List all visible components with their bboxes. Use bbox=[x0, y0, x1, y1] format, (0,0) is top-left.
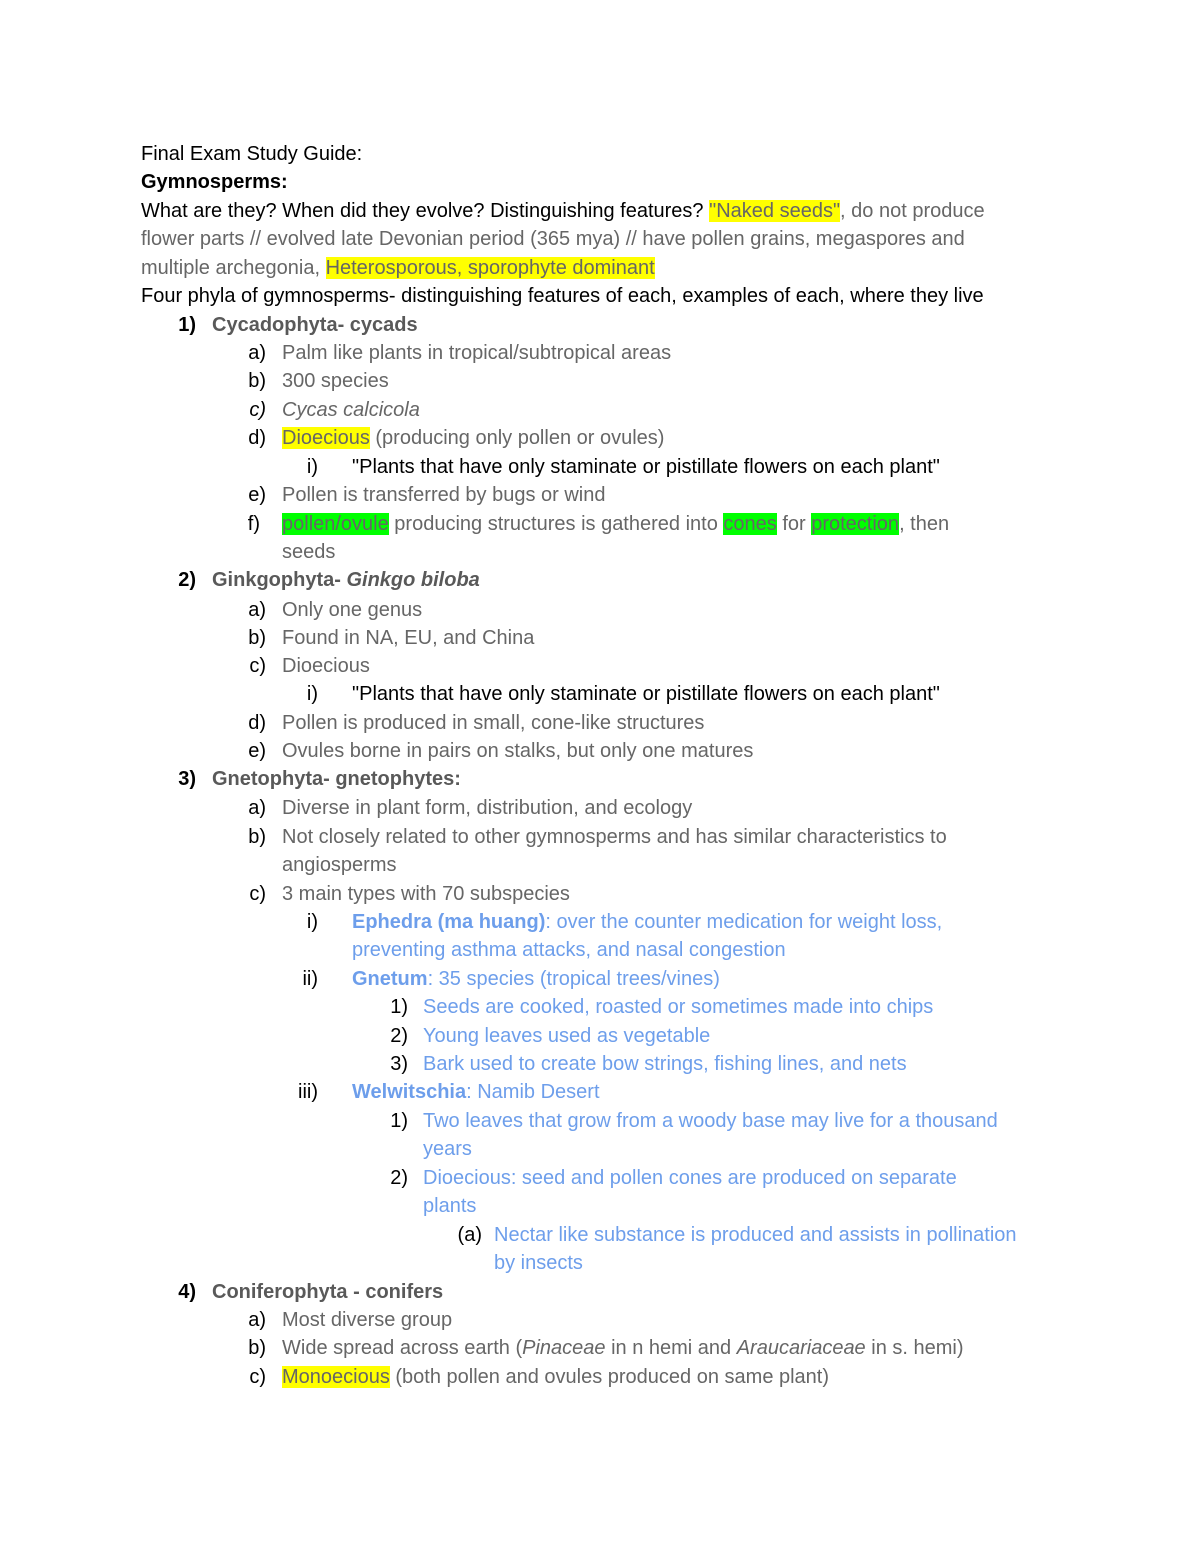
dioecious-highlight: Dioecious bbox=[282, 427, 370, 449]
ephedra-term: Ephedra (ma huang) bbox=[352, 911, 546, 933]
protection-highlight: protection bbox=[811, 513, 900, 535]
naked-seeds-highlight: "Naked seeds" bbox=[709, 200, 841, 222]
cones-highlight: cones bbox=[723, 513, 777, 535]
intro-text-1: What are they? When did they evolve? Distinguishing features? "Naked seeds", do not produce bbox=[141, 200, 985, 222]
pollen-ovule-highlight: pollen/ovule bbox=[282, 513, 389, 535]
heterosporous-highlight: Heterosporous, sporophyte dominant bbox=[325, 257, 655, 279]
doc-title: Final Exam Study Guide: bbox=[141, 143, 363, 165]
monoecious-highlight: Monoecious bbox=[282, 1366, 390, 1388]
welwitschia-term: Welwitschia bbox=[352, 1081, 467, 1103]
section-heading: Gymnosperms: bbox=[141, 171, 288, 193]
gnetum-term: Gnetum bbox=[352, 968, 428, 990]
